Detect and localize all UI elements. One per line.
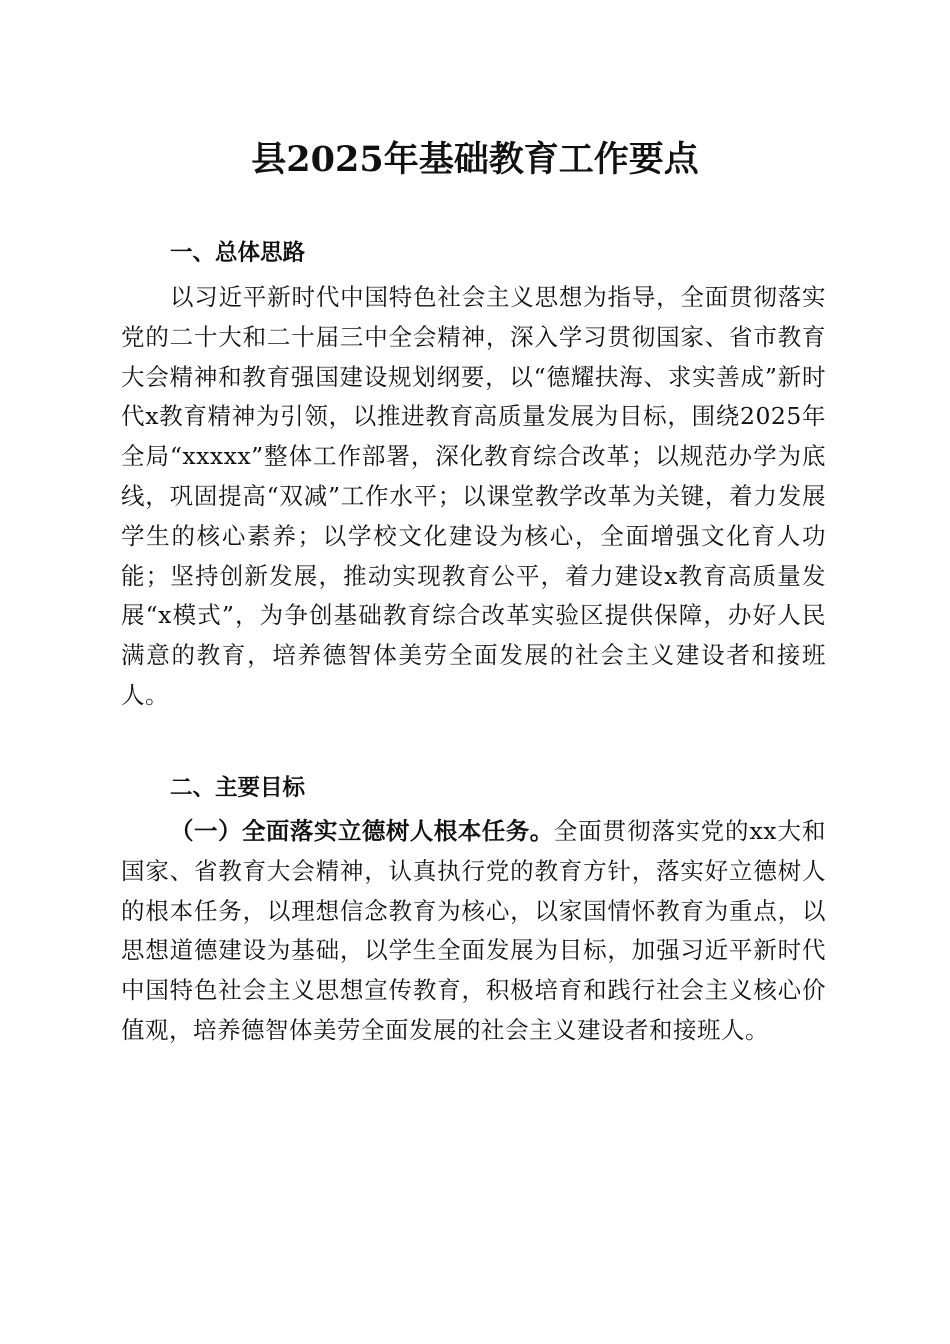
section-paragraph-overall-approach: 以习近平新时代中国特色社会主义思想为指导，全面贯彻落实党的二十大和二十届三中全会精神，深入学习贯彻国家、省市教育大会精神和教育强国建设规划纲要，以“德耀扶海、求实善成”新时代x教育精神为引领，以推进教育高质量发展为目标，围绕2025年全局“xxxxx”整体工作部署，深化教育综合改革；以规范办学为底线，巩固提高“双减”工作水平；以课堂教学改革为关键，着力发展学生的核心素养；以学校文化建设为核心，全面增强文化育人功能；坚持创新发展，推动实现教育公平，着力建设x教育高质量发展“x模式”，为争创基础教育综合改革实验区提供保障，办好人民满意的教育，培养德智体美劳全面发展的社会主义建设者和接班人。 [121, 283, 826, 709]
subsection-lead-title: （一）全面落实立德树人根本任务。 [170, 817, 554, 845]
section-heading-main-goals: 二、主要目标 [170, 775, 306, 801]
section-paragraph-main-goals [121, 812, 826, 1051]
section-heading-overall-approach: 一、总体思路 [170, 240, 306, 266]
subsection-body-text: 全面贯彻落实党的xx大和国家、省教育大会精神，认真执行党的教育方针，落实好立德树人的根本任务，以理想信念教育为核心，以家国情怀教育为重点，以思想道德建设为基础，以学生全面发展为目标，加强习近平新时代中国特色社会主义思想宣传教育，积极培育和践行社会主义核心价值观，培养德智体美劳全面发展的社会主义建设者和接班人。 [121, 817, 826, 1044]
document-title: 县2025年基础教育工作要点 [251, 139, 699, 180]
